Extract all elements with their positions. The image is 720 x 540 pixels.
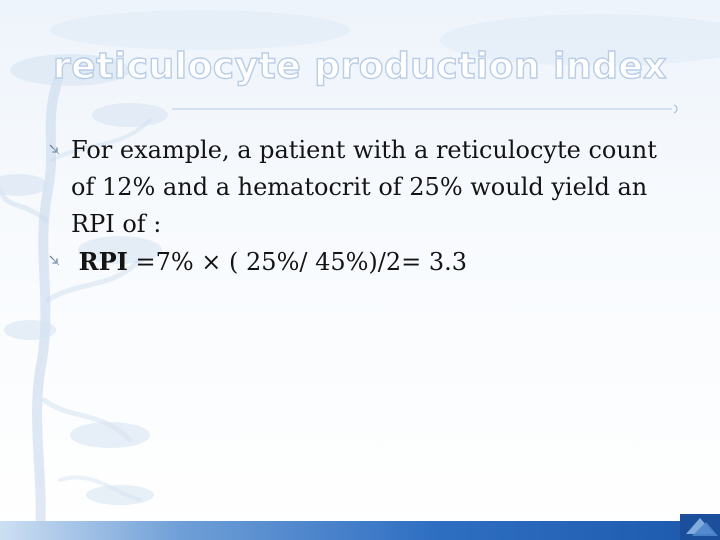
- corner-decoration-icon: [680, 514, 720, 540]
- bullet-text: For example, a patient with a reticulocyte count of 12% and a hematocrit of 25% would yield an RPI of :: [71, 136, 657, 238]
- arrow-bullet-icon: [48, 143, 62, 157]
- title-underline: [172, 104, 680, 114]
- bullet-formula: [71, 248, 467, 276]
- slide-title: reticulocyte production index: [52, 46, 668, 87]
- bullet-item: [48, 243, 678, 281]
- rpi-formula: =7% × ( 25%/ 45%)/2= 3.3: [127, 248, 468, 276]
- rpi-label: RPI: [78, 247, 128, 276]
- bullet-item: [48, 132, 678, 243]
- bullet-list: [48, 132, 678, 281]
- bottom-bar: [0, 521, 720, 540]
- arrow-bullet-icon: [48, 254, 62, 268]
